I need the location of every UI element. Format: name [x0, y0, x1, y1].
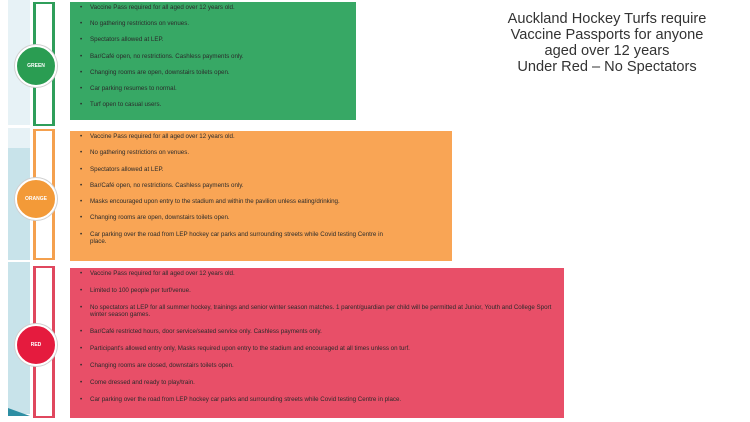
orange-level-panel	[70, 131, 452, 261]
list-item: • No gathering restrictions on venues.	[90, 149, 446, 156]
track-end-marker	[8, 408, 30, 416]
list-item: • Car parking resumes to normal.	[90, 85, 350, 92]
list-item: • Participant's allowed entry only, Masks required upon entry to the stadium and encouraged at all times unless on turf.	[90, 345, 558, 352]
list-item: • Spectators allowed at LEP.	[90, 166, 446, 173]
list-item: • Bar/Café open, no restrictions. Cashless payments only.	[90, 182, 446, 189]
list-item: • No spectators at LEP for all summer hockey, trainings and senior winter season matches. 1 parent/guardian per child will be permitted at Junior, Youth and College Sport winter season games.	[90, 304, 560, 318]
list-item: • Bar/Café open, no restrictions. Cashless payments only.	[90, 53, 350, 60]
title-line: Under Red – No Spectators	[517, 59, 697, 75]
list-item: • Come dressed and ready to play/train.	[90, 379, 558, 386]
list-item: • Vaccine Pass required for all aged over 12 years old.	[90, 270, 558, 277]
orange-rules-list	[78, 133, 446, 245]
slide-title	[480, 11, 734, 75]
list-item: • Vaccine Pass required for all aged over 12 years old.	[90, 4, 350, 11]
green-level-panel	[70, 2, 356, 120]
list-item: • Limited to 100 people per turf/venue.	[90, 287, 558, 294]
list-item: • Vaccine Pass required for all aged over 12 years old.	[90, 133, 446, 140]
list-item: • Masks encouraged upon entry to the stadium and within the pavilion unless eating/drinking.	[90, 198, 446, 205]
list-item: • Car parking over the road from LEP hockey car parks and surrounding streets while Covid testing Centre in place.	[90, 396, 558, 403]
red-level-panel	[70, 268, 564, 418]
list-item: • Turf open to casual users.	[90, 101, 350, 108]
track-orange-background	[8, 128, 30, 148]
list-item: • Bar/Café restricted hours, door service/seated service only. Cashless payments only.	[90, 328, 558, 335]
orange-level-circle: ORANGE	[15, 178, 57, 220]
red-rules-list	[78, 270, 558, 403]
list-item: • Spectators allowed at LEP.	[90, 36, 350, 43]
list-item: • Changing rooms are open, downstairs toilets open.	[90, 214, 446, 221]
list-item: • Changing rooms are closed, downstairs toilets open.	[90, 362, 558, 369]
title-line: aged over 12 years	[544, 43, 670, 59]
list-item: • Car parking over the road from LEP hockey car parks and surrounding streets while Covid testing Centre in place.	[90, 231, 390, 245]
list-item: • No gathering restrictions on venues.	[90, 20, 350, 27]
list-item: • Changing rooms are open, downstairs toilets open.	[90, 69, 350, 76]
green-rules-list	[78, 4, 350, 108]
red-level-circle: RED	[15, 324, 57, 366]
title-line: Vaccine Passports for anyone	[510, 27, 704, 43]
title-line: Auckland Hockey Turfs require	[507, 11, 707, 27]
green-level-circle: GREEN	[15, 45, 57, 87]
